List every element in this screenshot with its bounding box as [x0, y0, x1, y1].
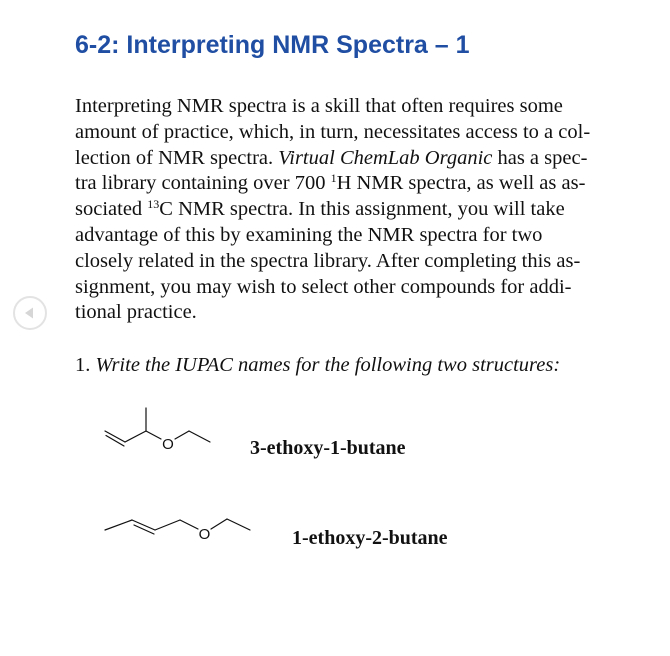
intro-text: H NMR spectra, as well as as-: [336, 172, 586, 195]
intro-text: Interpreting NMR spectra is a skill that often requires some: [75, 95, 563, 117]
intro-text: amount of practice, which, in turn, necessitates access to a col-: [75, 120, 591, 143]
intro-text: advantage of this by examining the NMR spectra for two: [75, 223, 543, 246]
intro-text: closely related in the spectra library. After completing this as-: [75, 249, 581, 272]
page-title: 6-2: Interpreting NMR Spectra – 1: [75, 31, 470, 59]
structure-1-skeletal-formula: [100, 400, 220, 470]
answer-2: 1-ethoxy-2-butane: [292, 527, 448, 549]
intro-line: [75, 249, 645, 275]
intro-text: C NMR spectra. In this assignment, you will take: [159, 198, 565, 221]
intro-text: signment, you may wish to select other compounds for addi-: [75, 275, 572, 298]
intro-line: [75, 146, 645, 172]
isotope-superscript: 1: [330, 171, 337, 186]
previous-page-button[interactable]: [13, 296, 47, 330]
intro-text: tra library containing over 700: [75, 172, 331, 195]
intro-text: has a spec-: [492, 146, 588, 169]
intro-line: [75, 94, 645, 120]
intro-paragraph: [75, 94, 645, 326]
answer-1: 3-ethoxy-1-butane: [250, 437, 406, 459]
question-number: 1.: [75, 354, 91, 376]
intro-line: [75, 120, 645, 146]
intro-line: [75, 171, 645, 197]
software-name: Virtual ChemLab Organic: [278, 146, 493, 169]
intro-text: tional practice.: [75, 301, 197, 324]
intro-text: sociated: [75, 198, 148, 221]
intro-line: [75, 197, 645, 223]
isotope-superscript: 13: [147, 197, 160, 212]
oxygen-atom-label: O: [198, 526, 211, 543]
question-prompt: Write the IUPAC names for the following two structures:: [95, 354, 561, 376]
chevron-left-circle-icon: [15, 298, 45, 328]
intro-line: [75, 300, 645, 326]
intro-line: [75, 223, 645, 249]
question-1: [75, 352, 560, 378]
oxygen-atom-label: O: [162, 436, 174, 453]
intro-text: lection of NMR spectra.: [75, 146, 279, 169]
intro-line: [75, 275, 645, 301]
structure-2-skeletal-formula: [100, 505, 260, 555]
